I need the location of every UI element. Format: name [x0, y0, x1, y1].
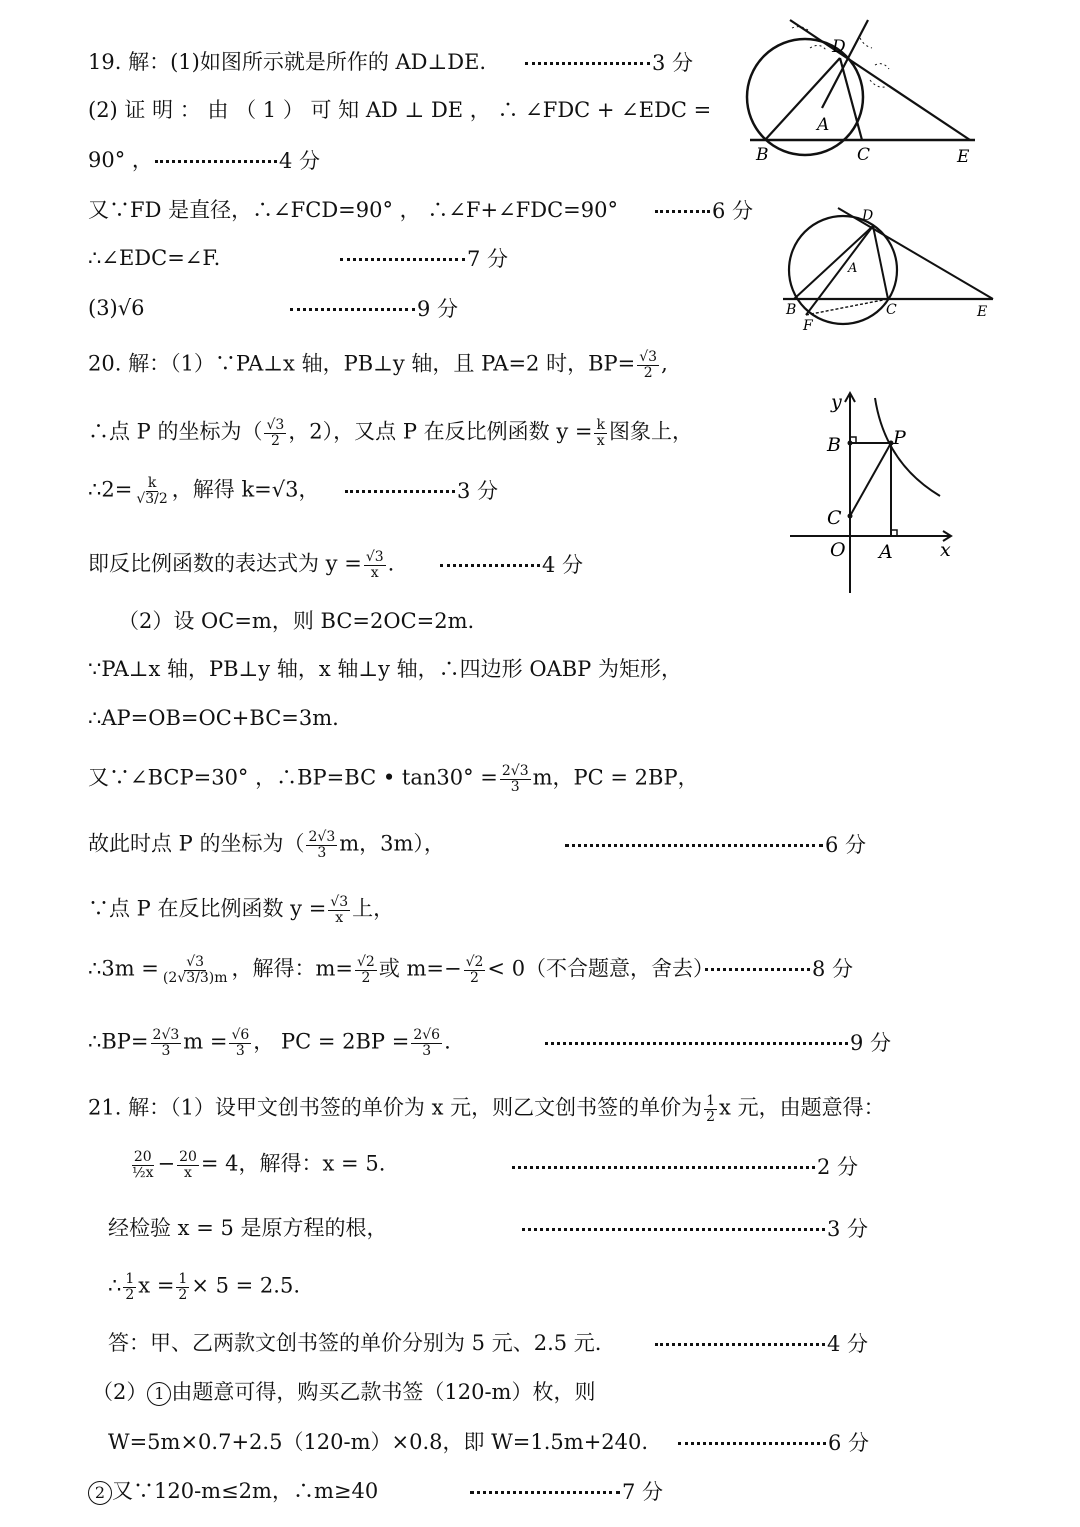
score-marker: 2 分: [512, 1156, 858, 1178]
score-marker: 4 分: [440, 554, 583, 576]
p20-line-5: （2）设 OC=m，则 BC=2OC=2m.: [118, 609, 475, 633]
figure-20-coordinate: [785, 388, 965, 598]
p20-line-12: ∴BP= $\frac{2√3}{3}$ m = $\frac{√6}{3}$ ， PC = 2BP = $\frac{2√6}{3}$ .: [88, 1027, 451, 1059]
circled-number: 2: [88, 1481, 112, 1505]
score-marker: 4 分: [655, 1333, 868, 1355]
label-C: C: [857, 145, 871, 165]
p19-line-2: (2) 证 明 ： 由 （ 1 ） 可 知 AD ⊥ DE ， ∴ ∠FDC + ∠EDC =: [88, 98, 712, 122]
label-E: E: [957, 147, 970, 167]
fraction: $\frac{√6}{3}$: [231, 1027, 250, 1059]
label-E: E: [977, 304, 988, 320]
p19-line-4: 又∵FD 是直径，∴∠FCD=90° ， ∴∠F+∠FDC=90°: [88, 198, 618, 222]
p20-line-10: ∵点 P 在反比例函数 y = $\frac{√3}{x}$ 上，: [88, 894, 395, 926]
label-O: O: [830, 539, 846, 561]
fraction: $\frac{√3}{2}$: [639, 349, 658, 381]
p20-line-1: 20. 解：（1）∵PA⊥x 轴，PB⊥y 轴，且 PA=2 时，BP= $\frac{√3}{2}$ ,: [88, 349, 668, 381]
label-A: A: [879, 541, 893, 563]
p20-line-9: 故此时点 P 的坐标为（ $\frac{2√3}{3}$ m，3m），: [88, 829, 445, 861]
score-marker: 8 分: [705, 958, 853, 980]
fraction: $\frac{k}{x}$: [596, 417, 605, 449]
label-F: F: [803, 318, 813, 334]
fraction: $\frac{2√6}{3}$: [413, 1027, 441, 1059]
p21-line-1: 21. 解：（1）设甲文创书签的单价为 x 元，则乙文创书签的单价为 $\frac{1}{2}$ x 元，由题意得：: [88, 1093, 885, 1125]
circled-number: 1: [147, 1382, 171, 1406]
p21-line-5: 答：甲、乙两款文创书签的单价分别为 5 元、2.5 元.: [108, 1331, 602, 1355]
score-marker: 9 分: [545, 1032, 891, 1054]
score-marker: 6 分: [655, 200, 753, 222]
p21-line-3: 经检验 x = 5 是原方程的根，: [108, 1216, 388, 1240]
p20-line-3: ∴2= $\frac{k}{√3/2}$ ，解得 k=√3，: [88, 475, 320, 507]
label-B: B: [786, 302, 797, 318]
label-P: P: [893, 427, 906, 449]
fraction: $\frac{20}{x}$: [179, 1149, 197, 1181]
score-marker: 3 分: [522, 1218, 868, 1240]
figure-19-circle: [778, 198, 1000, 338]
fraction: $\frac{k}{√3/2}$: [136, 475, 168, 507]
label-C: C: [886, 302, 897, 318]
label-A: A: [817, 115, 830, 135]
p21-line-2: $\frac{20}{\text{½x}}$ − $\frac{20}{x}$ = 4，解得：x = 5.: [132, 1149, 386, 1181]
score-marker: 6 分: [565, 834, 866, 856]
p19-line-1: 19. 解：(1)如图所示就是所作的 AD⊥DE.: [88, 50, 487, 74]
fraction: $\frac{√2}{2}$: [356, 954, 375, 986]
score-marker: 9 分: [290, 298, 458, 320]
label-B: B: [827, 434, 841, 456]
label-C: C: [827, 507, 842, 529]
fraction: $\frac{2√3}{3}$: [152, 1027, 180, 1059]
label-B: B: [756, 145, 769, 165]
fraction: $\frac{√2}{2}$: [465, 954, 484, 986]
label-y: y: [831, 391, 842, 413]
p19-line-3: 90° ，: [88, 148, 153, 172]
p21-line-4: ∴ $\frac{1}{2}$ x = $\frac{1}{2}$ × 5 = 2.5.: [108, 1271, 300, 1303]
fraction: $\frac{2√3}{3}$: [501, 763, 529, 795]
label-x: x: [940, 539, 951, 561]
score-marker: 7 分: [340, 248, 508, 270]
fraction: $\frac{√3}{2}$: [266, 417, 285, 449]
p21-line-7: W=5m×0.7+2.5（120-m）×0.8，即 W=1.5m+240.: [108, 1430, 649, 1454]
fraction: $\frac{1}{2}$: [706, 1093, 716, 1125]
fraction: $\frac{1}{2}$: [178, 1271, 188, 1303]
p20-line-11: ∴3m = $\frac{√3}{(2√3/3)m}$ ，解得：m= $\frac{√2}{2}$ 或 m=− $\frac{√2}{2}$ < 0（不合题意，舍去）: [88, 954, 715, 986]
p20-line-2: ∴点 P 的坐标为（ $\frac{√3}{2}$ ，2），又点 P 在反比例函数 y = $\frac{k}{x}$ 图象上，: [88, 417, 693, 449]
fraction: $\frac{√3}{x}$: [330, 894, 349, 926]
p21-line-8: 2 又∵120-m≤2m，∴m≥40: [88, 1481, 378, 1505]
fraction: $\frac{√3}{(2√3/3)m}$: [162, 954, 228, 986]
figure-19-construction: [740, 10, 990, 180]
label-D: D: [832, 37, 846, 57]
p20-line-8: 又∵∠BCP=30° ，∴BP=BC • tan30° = $\frac{2√3}{3}$ m，PC = 2BP，: [88, 763, 699, 795]
score-marker: 4 分: [155, 150, 320, 172]
p21-line-6: （2） 1 由题意可得，购买乙款书签（120-m）枚，则: [92, 1380, 596, 1404]
score-marker: 3 分: [345, 480, 498, 502]
score-marker: 7 分: [470, 1481, 663, 1503]
label-D: D: [862, 208, 874, 224]
fraction: $\frac{1}{2}$: [125, 1271, 135, 1303]
p20-line-7: ∴AP=OB=OC+BC=3m.: [88, 706, 339, 730]
p20-line-6: ∵PA⊥x 轴，PB⊥y 轴，x 轴⊥y 轴，∴四边形 OABP 为矩形，: [88, 657, 682, 681]
fraction: $\frac{√3}{x}$: [365, 549, 384, 581]
p20-line-4: 即反比例函数的表达式为 y = $\frac{√3}{x}$ .: [88, 549, 395, 581]
p19-line-6: (3)√6: [88, 296, 145, 320]
p19-line-5: ∴∠EDC=∠F.: [88, 246, 221, 270]
score-marker: 3 分: [525, 52, 693, 74]
label-A: A: [848, 261, 858, 276]
fraction: $\frac{20}{\text{½x}}$: [132, 1149, 154, 1181]
score-marker: 6 分: [678, 1432, 869, 1454]
fraction: $\frac{2√3}{3}$: [308, 829, 336, 861]
